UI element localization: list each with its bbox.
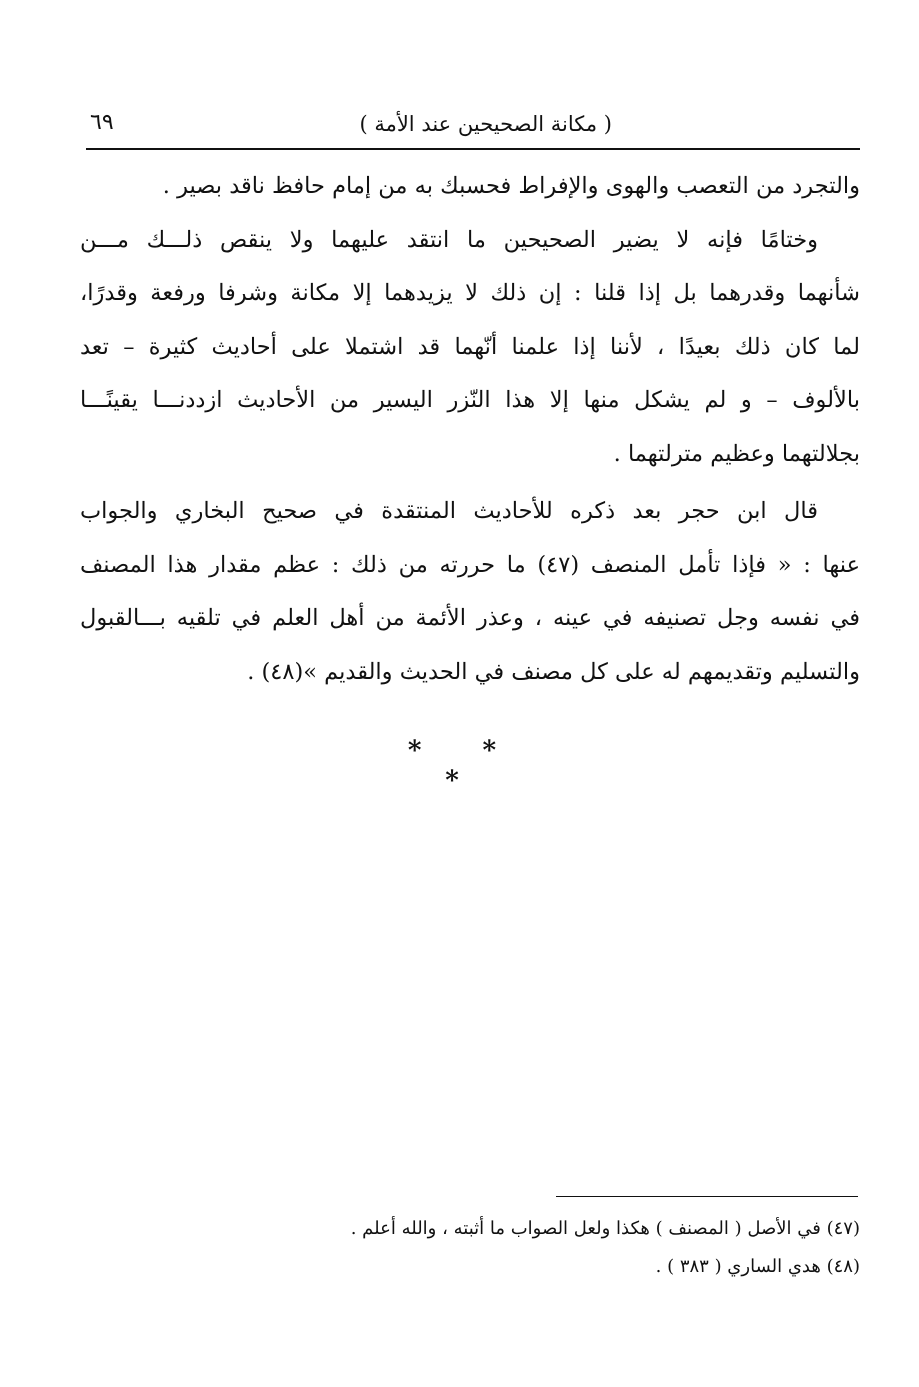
text-line: بالألوف – و لم يشكل منها إلا هذا النّزر اليسير من الأحاديث ازددنـــا يقينًـــا <box>80 387 860 413</box>
running-title: ( مكانة الصحيحين عند الأمة ) <box>359 112 612 136</box>
body-text <box>80 160 860 699</box>
text-line: والتسليم وتقديمهم له على كل مصنف في الحديث والقديم »(٤٨) . <box>247 658 860 685</box>
text-line: وختامًا فإنه لا يضير الصحيحين ما انتقد عليهما ولا ينقص ذلـــك مـــن <box>80 226 818 253</box>
text-line: لما كان ذلك بعيدًا ، لأننا إذا علمنا أنّهما قد اشتملا على أحاديث كثيرة – تعد <box>80 333 860 360</box>
text-line: والتجرد من التعصب والهوى والإفراط فحسبك به من إمام حافظ ناقد بصير . <box>162 173 860 199</box>
section-separator: * * * <box>407 736 523 796</box>
page-number: ٦٩ <box>90 110 114 135</box>
page-header <box>86 106 860 146</box>
text-line: شأنهما وقدرهما بل إذا قلنا : إن ذلك لا يزيدهما إلا مكانة وشرفا ورفعة وقدرًا، <box>80 280 860 306</box>
footnote-rule <box>556 1196 858 1197</box>
text-line: في نفسه وجل تصنيفه في عينه ، وعذر الأئمة من أهل العلم في تلقيه بـــالقبول <box>80 605 860 631</box>
header-rule <box>86 148 860 150</box>
text-line: بجلالتهما وعظيم مترلتهما . <box>613 440 860 467</box>
text-line: قال ابن حجر بعد ذكره للأحاديث المنتقدة في صحيح البخاري والجواب <box>80 498 818 524</box>
footnotes <box>200 1210 860 1286</box>
footnote-47: (٤٧) في الأصل ( المصنف ) هكذا ولعل الصواب ما أثبته ، والله أعلم . <box>350 1218 860 1239</box>
text-line: عنها : « فإذا تأمل المنصف (٤٧) ما حررته من ذلك : عظم مقدار هذا المصنف <box>80 551 860 578</box>
footnote-48: (٤٨) هدي الساري ( ٣٨٣ ) . <box>655 1256 860 1277</box>
